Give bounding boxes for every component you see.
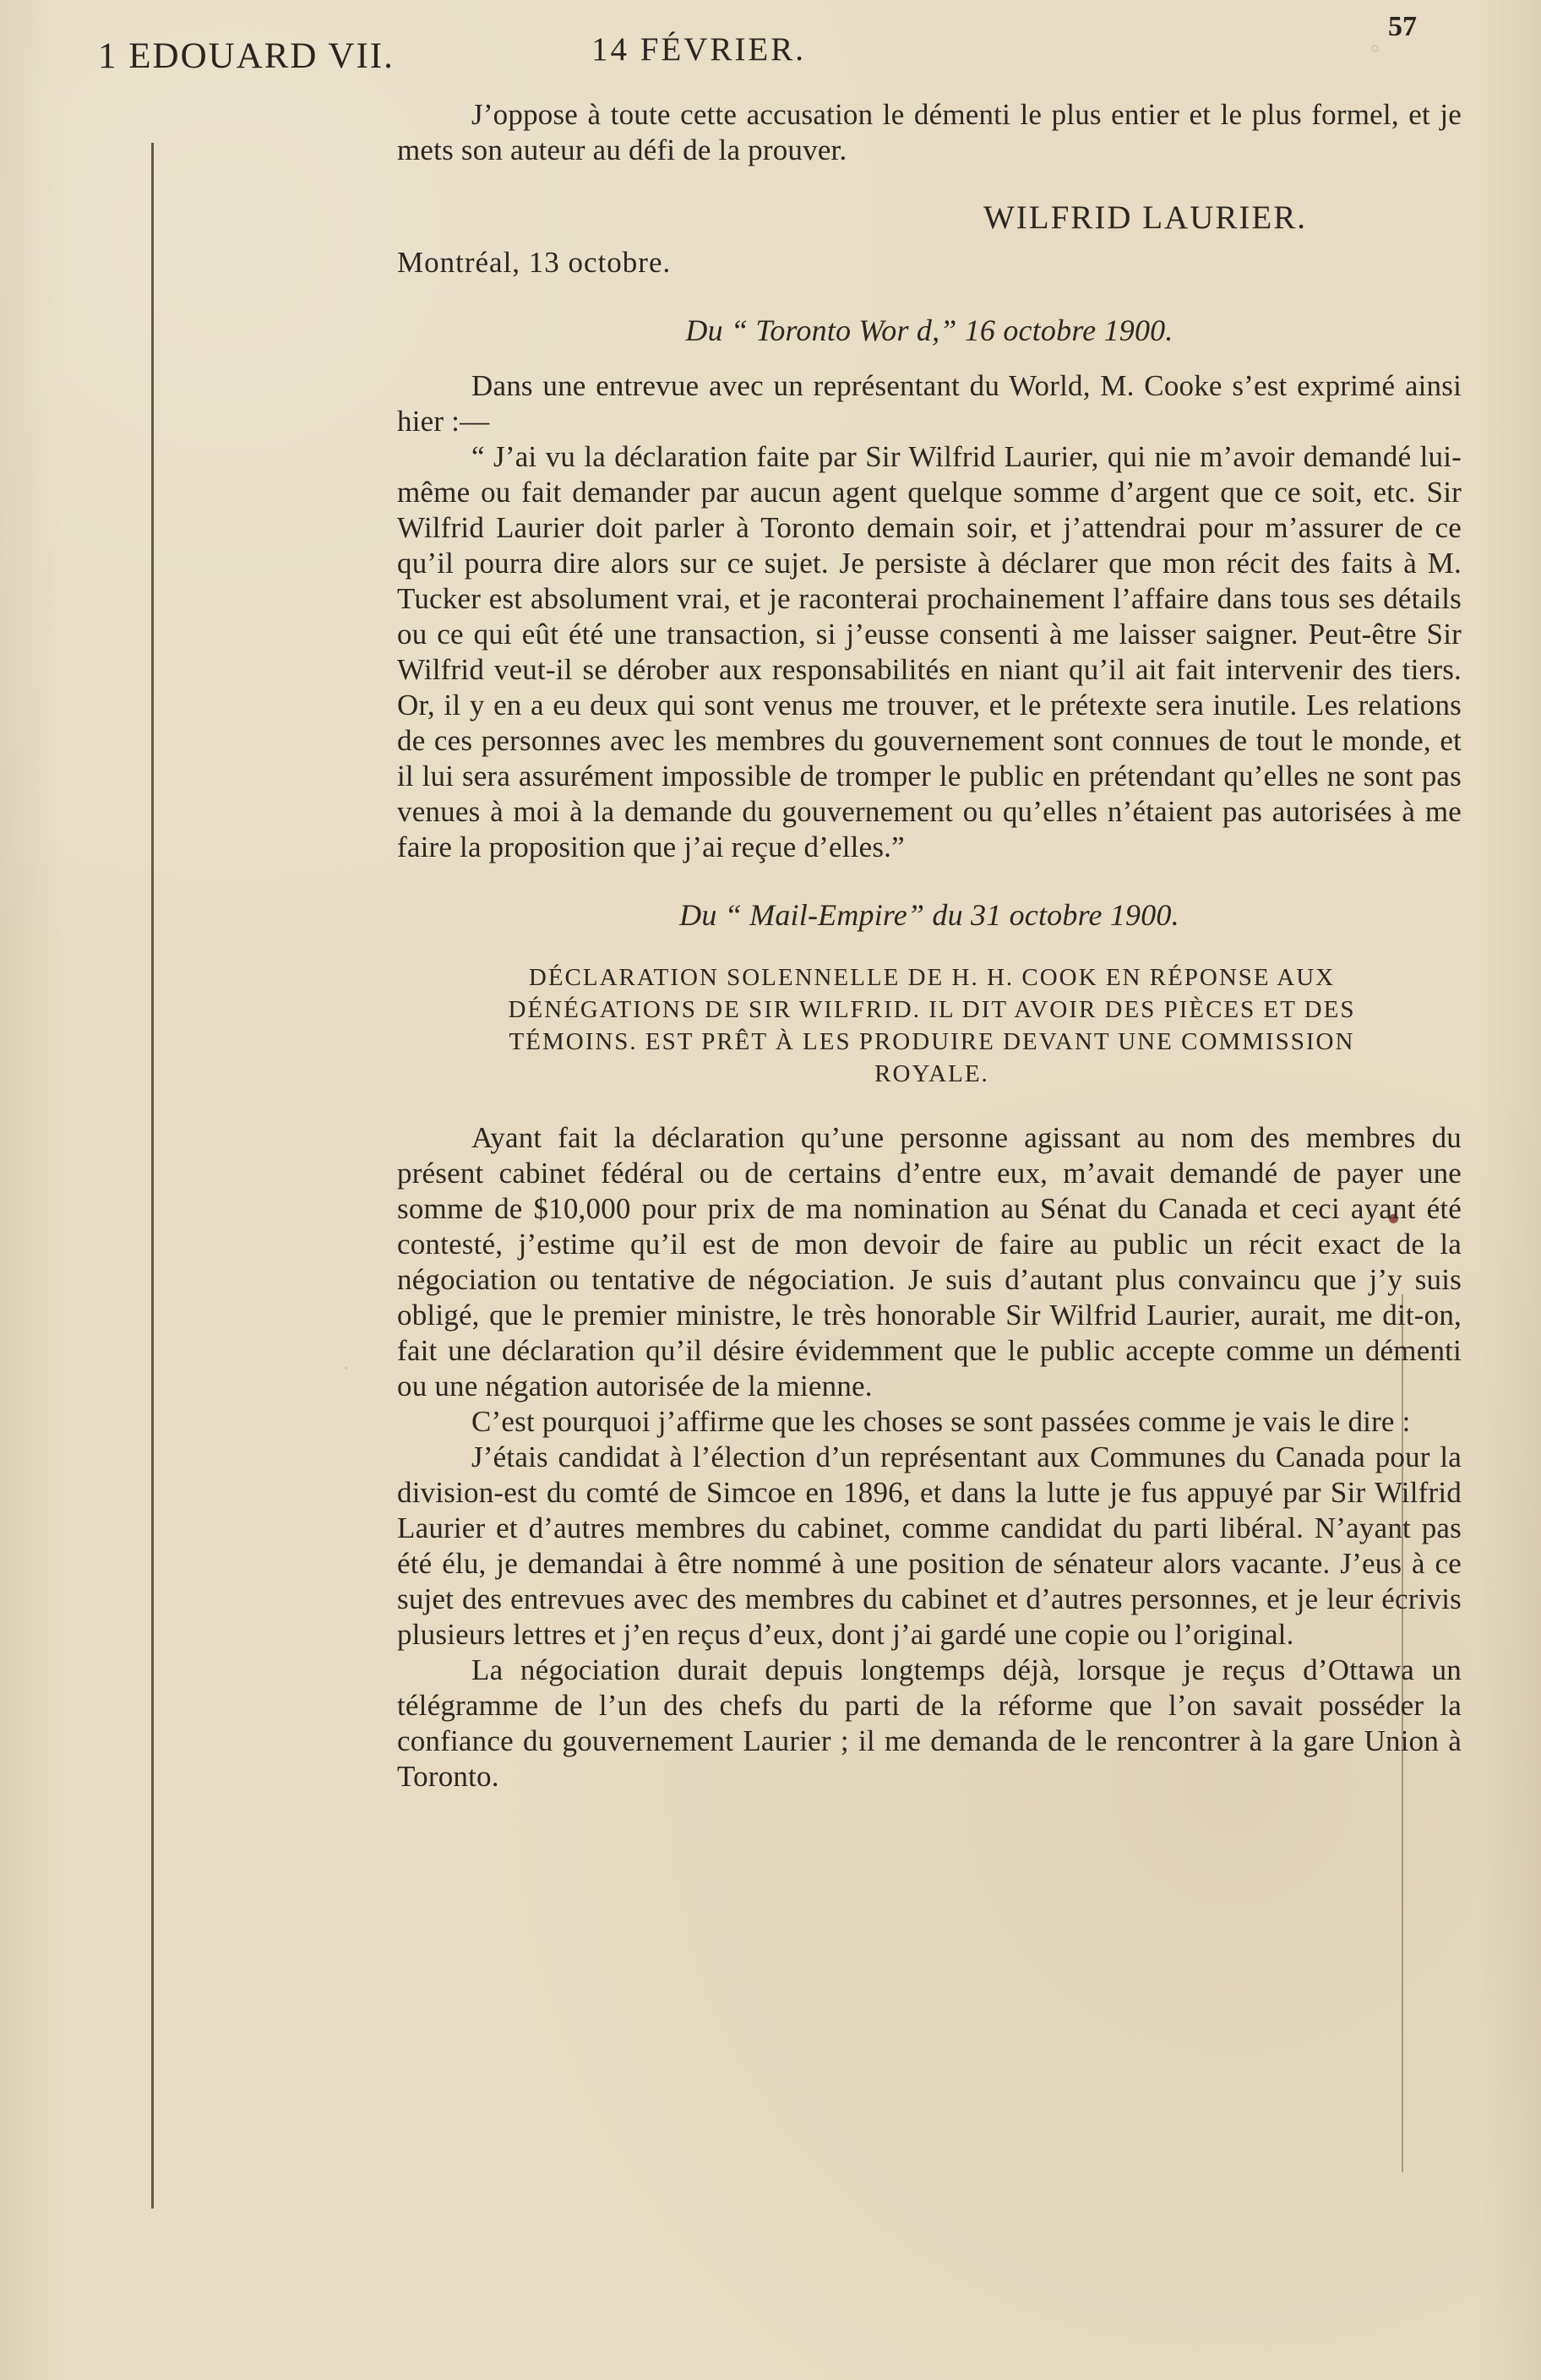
interview-intro-paragraph: Dans une entrevue avec un représentant du World, M. Cooke s’est exprimé ainsi hier :— xyxy=(397,369,1462,438)
place-date-line: Montréal, 13 octobre. xyxy=(397,246,672,279)
declaration-paragraph-2: C’est pourquoi j’affirme que les choses se sont passées comme je vais le dire : xyxy=(471,1405,1411,1438)
opening-paragraph: J’oppose à toute cette accusation le démenti le plus entier et le plus formel, et je mets son auteur au défi de la prouver. xyxy=(397,98,1462,166)
left-margin-rule xyxy=(151,143,154,2208)
declaration-paragraph-3: J’étais candidat à l’élection d’un représentant aux Communes du Canada pour la division-est du comté de Simcoe en 1896, et dans la lutte je fus appuyé par Sir Wilfrid Laurier et d’autres membres du cabinet, comme candidat du parti libéral. N’ayant pas été élu, je demandai à être nommé à une position de sénateur alors vacante. J’eus à ce sujet des entrevues avec des membres du cabinet et d’autres personnes, et je leur écrivis plusieurs lettres et j’en reçus d’eux, dont j’ai gardé une copie ou l’original. xyxy=(397,1441,1462,1651)
signature: WILFRID LAURIER. xyxy=(983,199,1307,236)
spacer xyxy=(397,348,1462,368)
quoted-statement-paragraph: “ J’ai vu la déclaration faite par Sir Wilfrid Laurier, qui nie m’avoir demandé lui-même ou fait demander par aucun agent quelque somme d’argent que ce soit, etc. Sir Wilfrid Laurier doit parler à Toronto demain soir, et j’attendrai pour m’assurer de ce qu’il pourra dire alors sur ce sujet. Je persiste à déclarer que mon récit des faits à M. Tucker est absolument vrai, et je raconterai prochainement l’affaire dans tous ses détails ou ce qui eût été une transaction, si j’eusse consenti à me laisser saigner. Peut-être Sir Wilfrid veut-il se dérober aux responsabilités en niant qu’il ait fait intervenir des tiers. Or, il y en a eu deux qui sont venus me trouver, et le prétexte sera inutile. Les relations de ces personnes avec les membres du gouvernement sont connues de tout le monde, et il lui sera assurément impossible de tromper le public en prétendant qu’elles ne sont pas venues à moi à la demande du gouvernement ou qu’elles n’étaient pas autorisées à me faire la proposition que j’ai reçue d’elles.” xyxy=(397,440,1462,863)
header-reign-label: 1 EDOUARD VII. xyxy=(98,36,395,76)
faint-archive-mark: · xyxy=(342,1356,351,1382)
source-citation-text-mail-empire: Du “ Mail-Empire” du 31 octobre 1900. xyxy=(679,898,1179,932)
declaration-paragraph-4: La négociation durait depuis longtemps déjà, lorsque je reçus d’Ottawa un télégramme de l’un des chefs du parti de la réforme que l’on savait posséder la confiance du gouvernement Laurier ; il me demanda de le rencontrer à la gare Union à Toronto. xyxy=(397,1653,1462,1793)
source-citation-mail-empire xyxy=(397,897,1462,933)
source-citation-toronto-world xyxy=(397,313,1462,348)
source-citation-text: Du “ Toronto Wor d,” 16 octobre 1900. xyxy=(685,313,1173,347)
page-header xyxy=(0,7,1541,76)
section-heading: DÉCLARATION SOLENNELLE DE H. H. COOK EN RÉPONSE AUX DÉNÉGATIONS DE SIR WILFRID. IL DIT AVOIR DES PIÈCES ET DES TÉMOINS. EST PRÊT À LES PRODUIRE DEVANT UNE COMMISSION ROYALE. xyxy=(508,964,1356,1087)
declaration-paragraph-1: Ayant fait la déclaration qu’une personne agissant au nom des membres du présent cabinet fédéral ou de certains d’entre eux, m’avait demandé de payer une somme de $10,000 pour prix de ma nomination au Sénat du Canada et ceci ayant été contesté, j’estime qu’il est de mon devoir de faire au public un récit exact de la négociation ou tentative de négociation. Je suis d’autant plus convaincu que j’y suis obligé, que le premier ministre, le très honorable Sir Wilfrid Laurier, aurait, me dit-on, fait une déclaration qu’il désire évidemment que le public accepte comme un démenti ou une négation autorisée de la mienne. xyxy=(397,1121,1462,1402)
faint-page-mark: ° xyxy=(1370,41,1380,67)
spacer xyxy=(397,1090,1462,1120)
page-number: 57 xyxy=(1388,11,1417,42)
header-date: 14 FÉVRIER. xyxy=(591,31,807,68)
document-content xyxy=(397,97,1462,1795)
